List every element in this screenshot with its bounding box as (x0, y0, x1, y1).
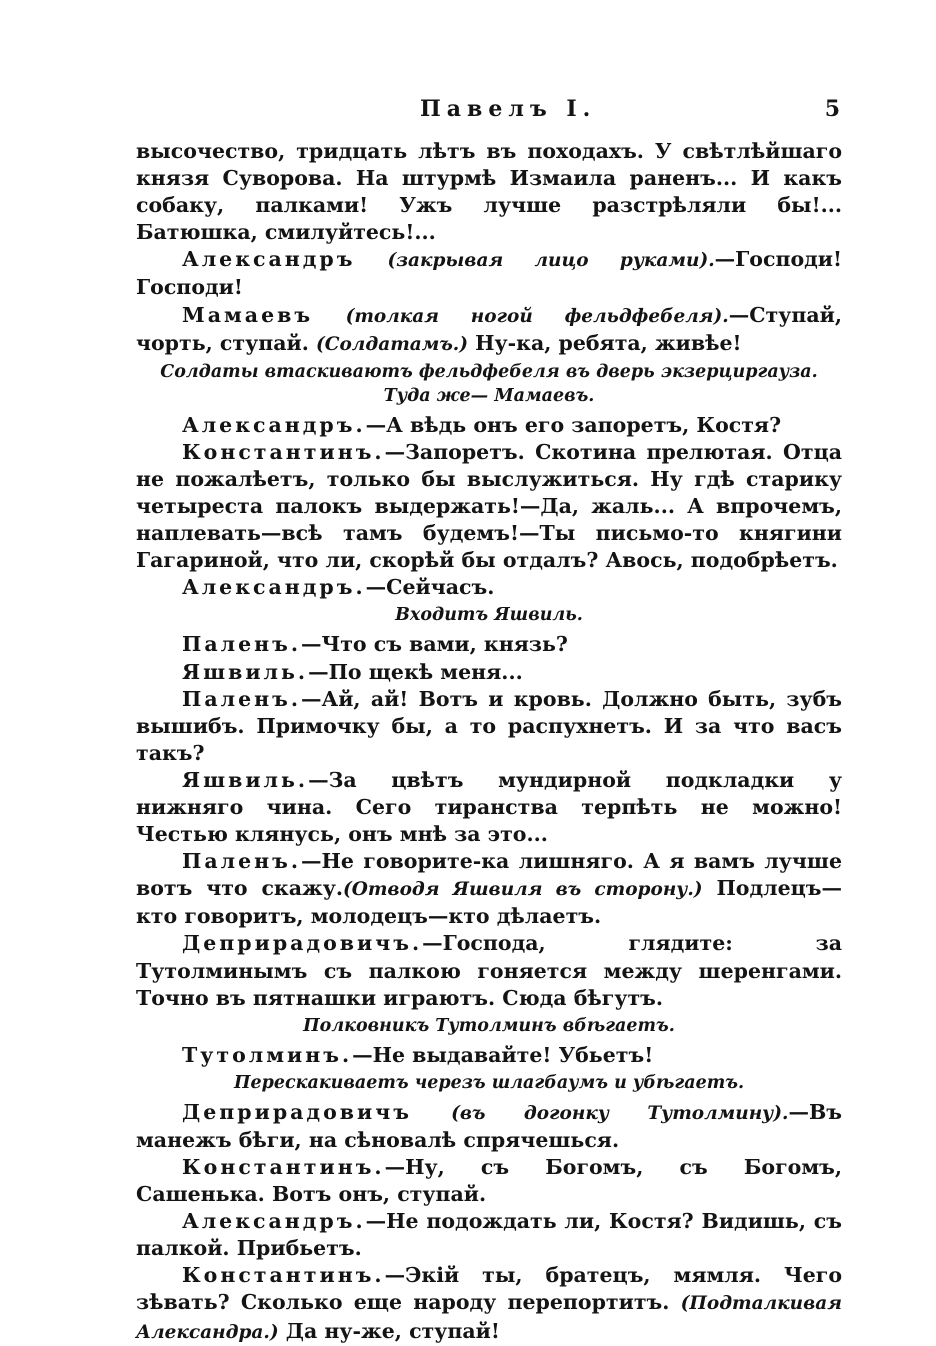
dialogue-line (136, 1208, 842, 1262)
paragraph (136, 138, 842, 246)
speech: —Ступай, чорть, ступай. (136, 302, 843, 355)
dialogue-line (136, 848, 842, 930)
page-header (180, 96, 840, 126)
stage-direction: Полковникъ Тутолминъ вбѣгаетъ. (303, 1015, 675, 1036)
dialogue-line (136, 302, 842, 358)
speech: —Не говорите-ка лишняго. А я вамъ лучше вотъ что скажу. (136, 849, 842, 901)
speaker-name: Константинъ. (182, 1263, 385, 1288)
speaker-name: Яшвиль. (182, 659, 309, 684)
stage-remark: (толкая ногой фельдфебеля). (345, 305, 729, 327)
speaker-name: Яшвиль. (182, 767, 309, 792)
speaker-name: Тутолминъ. (182, 1042, 353, 1067)
page-number: 5 (824, 96, 840, 122)
dialogue-line (136, 631, 842, 658)
speaker-name: Александръ. (182, 412, 366, 437)
dialogue-line (136, 659, 842, 686)
running-title: Павелъ I. (420, 96, 597, 122)
dialogue-line (136, 246, 842, 301)
dialogue-line (136, 574, 842, 601)
speech: —Господа, глядите: за Тутолминымъ съ палкою гоняется между шеренгами. Точно въ пятнашки играютъ. Сюда бѣгутъ. (136, 931, 842, 1010)
speech: —Сейчасъ. (365, 575, 495, 600)
speech: Ну-ка, ребята, живѣе! (475, 330, 742, 355)
speaker-name: Константинъ. (182, 439, 385, 464)
speaker-name: Константинъ. (182, 1155, 385, 1179)
speaker-name: Паленъ. (182, 632, 302, 657)
dialogue-line (136, 1099, 842, 1154)
speech: —Господи! Господи! (136, 247, 843, 300)
main-text (136, 138, 842, 1346)
dialogue-line (136, 1154, 842, 1208)
stage-direction: Перескакиваетъ черезъ шлагбаумъ и убѣгаетъ. (233, 1072, 745, 1093)
dialogue-line (136, 767, 842, 848)
speech: —Экій ты, братецъ, мямля. Чего зѣвать? Сколько еще народу перепортитъ. (136, 1263, 842, 1315)
speech: —Не подождать ли, Костя? Видишь, съ палкой. Прибьетъ. (136, 1209, 842, 1261)
speech: —Ай, ай! Вотъ и кровь. Должно быть, зубъ вышибъ. Примочку бы, а то распухнетъ. И за что васъ такъ? (136, 686, 842, 765)
dialogue-line (136, 686, 842, 767)
speech: —Въ манежъ бѣги, на сѣновалѣ спрячешься. (136, 1099, 843, 1152)
speech: —Что съ вами, князь? (301, 632, 568, 657)
speaker-name: Паленъ. (182, 686, 302, 711)
dialogue-line (136, 439, 842, 574)
speech: —Ну, съ Богомъ, съ Богомъ, Сашенька. Вотъ онъ, ступай. (136, 1155, 842, 1207)
dialogue-line (136, 930, 842, 1011)
stage-direction: Входитъ Яшвиль. (395, 605, 583, 626)
speaker-name: Александръ. (182, 575, 366, 600)
speaker-name: Деприрадовичъ. (182, 931, 423, 956)
stage-direction: Солдаты втаскиваютъ фельдфебеля въ дверь экзерциргауза. Туда же— Мамаевъ. (160, 361, 818, 406)
speech: —Не выдавайте! Убьетъ! (352, 1042, 654, 1067)
speech: —А вѣдь онъ его запоретъ, Костя? (365, 412, 782, 437)
stage-remark: (Подталкивая Александра.) (136, 1293, 842, 1343)
stage-remark: (Отводя Яшвиля въ сторону.) (342, 879, 703, 901)
dialogue-line (136, 1262, 842, 1345)
paragraph-text: высочество, тридцать лѣтъ въ походахъ. У свѣтлѣйшаго князя Суворова. На штурмѣ Измаила раненъ... И какъ собаку, палками! Ужъ лучше разстрѣляли бы!... Батюшка, смилуйтесь!... (136, 139, 842, 245)
speaker-name: Александръ. (182, 1209, 366, 1234)
speech: Да ну-же, ступай! (285, 1318, 500, 1343)
speaker-name: Александръ (182, 247, 356, 272)
speaker-name: Мамаевъ (182, 302, 314, 327)
speech: Подлецъ—кто говоритъ, молодецъ—кто дѣлаетъ. (136, 876, 842, 929)
speech: —По щекѣ меня... (308, 659, 523, 684)
dialogue-line (136, 1042, 842, 1069)
dialogue-line (136, 412, 842, 439)
speech: —За цвѣтъ мундирной подкладки у нижняго чина. Сего тиранства терпѣть не можно! Честью клянусь, онъ мнѣ за это... (136, 767, 842, 847)
speaker-name: Деприрадовичъ (182, 1099, 412, 1124)
stage-remark: (закрывая лицо руками). (387, 250, 715, 272)
stage-remark: (Солдатамъ.) (315, 333, 468, 355)
speaker-name: Паленъ. (182, 849, 302, 874)
stage-remark: (въ догонку Тутолмину). (451, 1102, 789, 1124)
speech: —Запоретъ. Скотина прелютая. Отца не пожалѣетъ, только бы выслужиться. Ну гдѣ старику четыреста палокъ выдержать!—Да, жаль... А впрочемъ, наплевать—всѣ тамъ будемъ!—Ты письмо-то княгини Гагариной, что ли, скорѣй бы отдалъ? Авось, подобрѣетъ. (136, 439, 842, 573)
